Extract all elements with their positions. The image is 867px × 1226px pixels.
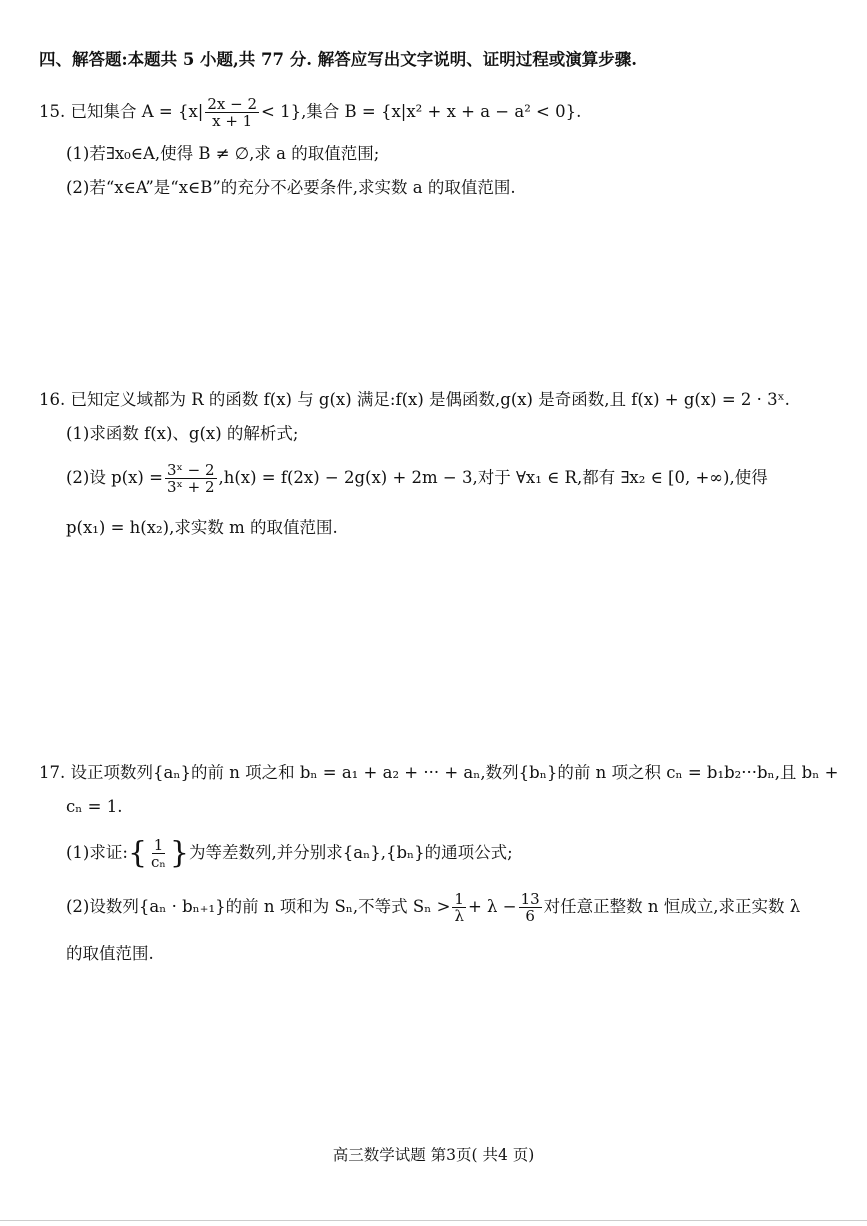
q17-part2-cont: 的取值范围. [66, 944, 154, 963]
q15-fraction [205, 96, 259, 129]
page-footer: 高三数学试题 第3页( 共4 页) [332, 1146, 535, 1164]
section-header: 四、解答题:本题共 5 小题,共 77 分. 解答应写出文字说明、证明过程或演算步骤. [39, 50, 637, 69]
bottom-edge-divider [0, 1220, 867, 1221]
q17-part2-fraction-1-denominator: λ [454, 907, 464, 925]
q17-part2 [66, 888, 800, 926]
q17-part2-fraction-2-denominator: 6 [525, 907, 535, 925]
q17-part2-fraction-1 [452, 891, 466, 924]
q16-fraction-numerator: 3ˣ − 2 [166, 461, 215, 479]
q17-stem-cont: cₙ = 1. [66, 797, 123, 816]
q16-part2-b: ,h(x) = f(2x) − 2g(x) + 2m − 3,对于 ∀x₁ ∈ R,都有 ∃x₂ ∈ [0, +∞),使得 [218, 468, 768, 487]
q17-stem [39, 761, 838, 785]
q16-part2-a: (2)设 p(x) = [66, 468, 163, 487]
q15-label: 15. [39, 102, 66, 121]
q17-part1-fraction [149, 837, 168, 870]
q16-fraction-denominator: 3ˣ + 2 [166, 478, 215, 496]
left-brace: { [127, 835, 148, 871]
q17-part1-fraction-denominator: cₙ [151, 853, 166, 871]
q15-stem-b: < 1},集合 B = {x|x² + x + a − a² < 0}. [261, 102, 582, 121]
q15-part2: (2)若“x∈A”是“x∈B”的充分不必要条件,求实数 a 的取值范围. [66, 178, 516, 197]
q16-label: 16. [39, 390, 66, 409]
q16-stem-text: 已知定义域都为 R 的函数 f(x) 与 g(x) 满足:f(x) 是偶函数,g(x) 是奇函数,且 f(x) + g(x) = 2 · 3ˣ. [70, 390, 790, 409]
q17-part2-a: (2)设数列{aₙ · bₙ₊₁}的前 n 项和为 Sₙ,不等式 Sₙ > [66, 897, 451, 916]
q17-part1-fraction-numerator: 1 [153, 836, 164, 854]
q17-part2-b: 对任意正整数 n 恒成立,求正实数 λ [543, 897, 801, 916]
q15-fraction-numerator: 2x − 2 [207, 95, 257, 113]
q16-part2 [66, 460, 768, 496]
q17-part2-fraction-2 [519, 891, 542, 924]
q17-part2-mid: + λ − [467, 897, 517, 916]
q17-part2-fraction-2-numerator: 13 [520, 890, 540, 908]
q16-fraction [165, 462, 217, 495]
q17-part1-b: 为等差数列,并分别求{aₙ},{bₙ}的通项公式; [189, 843, 513, 862]
q17-part2-fraction-1-numerator: 1 [454, 890, 464, 908]
q17-stem-a: 设正项数列{aₙ}的前 n 项之和 bₙ = a₁ + a₂ + ··· + aₙ,数列{bₙ}的前 n 项之积 cₙ = b₁b₂···bₙ,且 bₙ + [70, 763, 839, 782]
q16-part1: (1)求函数 f(x)、g(x) 的解析式; [66, 424, 299, 443]
q17-part1 [66, 834, 513, 873]
q15-part1: (1)若∃x₀∈A,使得 B ≠ ∅,求 a 的取值范围; [66, 144, 380, 163]
q16-part2-cont: p(x₁) = h(x₂),求实数 m 的取值范围. [66, 518, 338, 537]
q15-fraction-denominator: x + 1 [212, 112, 253, 130]
right-brace: } [169, 835, 190, 871]
q15-stem-a: 已知集合 A = {x| [70, 102, 204, 121]
q17-label: 17. [39, 763, 66, 782]
q16-stem [39, 388, 790, 412]
q15-stem [39, 94, 581, 130]
q17-part1-a: (1)求证: [66, 843, 128, 862]
